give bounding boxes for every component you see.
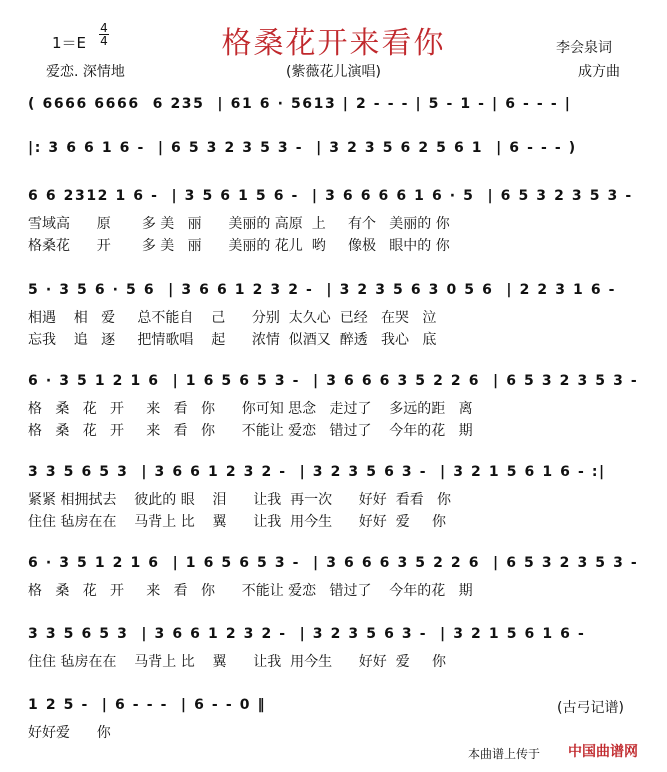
lyric-verse-1: 格 桑 花 开 来 看 你 不能让 爱恋 错过了 今年的花 期 bbox=[28, 583, 473, 599]
lyric-verse-1: 格 桑 花 开 来 看 你 你可知 思念 走过了 多远的距 离 bbox=[28, 401, 473, 417]
lyric-verse-1: 紧紧 相拥拭去 彼此的 眼 泪 让我 再一次 好好 看看 你 bbox=[28, 492, 452, 508]
notation-line: |: 3 6 6 1 6 - | 6 5 3 2 3 5 3 - | 3 2 3 5 6 2 5 6 1 | 6 - - - ) bbox=[28, 140, 577, 156]
notation-line: 1 2 5 - | 6 - - - | 6 - - 0 ‖ bbox=[28, 697, 267, 713]
lyric-verse-2: 住住 毡房在在 马背上 比 翼 让我 用今生 好好 爱 你 bbox=[28, 514, 446, 530]
lyric-verse-1: 好好爱 你 bbox=[28, 725, 111, 741]
notation-line: 3 3 5 6 5 3 | 3 6 6 1 2 3 2 - | 3 2 3 5 6 3 - | 3 2 1 5 6 1 6 - :| bbox=[28, 464, 606, 480]
lyric-verse-1: 相遇 相 爱 总不能自 己 分别 太久心 已经 在哭 泣 bbox=[28, 310, 437, 326]
lyric-verse-2: 格 桑 花 开 来 看 你 不能让 爱恋 错过了 今年的花 期 bbox=[28, 423, 473, 439]
notation-line: ( 6666 6666 6 235 | 61 6 · 5613 | 2 - - - | 5 - 1 - | 6 - - - | bbox=[28, 96, 572, 112]
lyric-verse-1: 雪域高 原 多 美 丽 美丽的 高原 上 有个 美丽的 你 bbox=[28, 216, 450, 232]
time-signature-top: 4 bbox=[100, 21, 108, 35]
time-signature-bottom: 4 bbox=[100, 34, 108, 48]
notation-line: 6 · 3 5 1 2 1 6 | 1 6 5 6 5 3 - | 3 6 6 6 3 5 2 2 6 | 6 5 3 2 3 5 3 - bbox=[28, 555, 639, 571]
notation-line: 5 · 3 5 6 · 5 6 | 3 6 6 1 2 3 2 - | 3 2 3 5 6 3 0 5 6 | 2 2 3 1 6 - bbox=[28, 282, 617, 298]
site-logo[interactable]: 中国曲谱网 bbox=[568, 744, 638, 760]
arranger-credit: (古弓记谱) bbox=[557, 700, 624, 716]
singer-credit: (紫薇花儿演唱) bbox=[286, 64, 381, 80]
lyric-verse-2: 格桑花 开 多 美 丽 美丽的 花儿 哟 像极 眼中的 你 bbox=[28, 238, 450, 254]
composer-credit: 成方曲 bbox=[578, 64, 620, 80]
key-signature: 1＝E bbox=[52, 34, 87, 52]
song-title: 格桑花开来看你 bbox=[221, 26, 446, 61]
notation-line: 6 · 3 5 1 2 1 6 | 1 6 5 6 5 3 - | 3 6 6 6 3 5 2 2 6 | 6 5 3 2 3 5 3 - bbox=[28, 373, 639, 389]
upload-note: 本曲谱上传于 bbox=[468, 747, 541, 761]
notation-line: 6 6 2312 1 6 - | 3 5 6 1 5 6 - | 3 6 6 6 6 1 6 · 5 | 6 5 3 2 3 5 3 - bbox=[28, 188, 633, 204]
lyric-verse-1: 住住 毡房在在 马背上 比 翼 让我 用今生 好好 爱 你 bbox=[28, 654, 446, 670]
lyric-verse-2: 忘我 追 逐 把情歌唱 起 浓情 似酒又 醉透 我心 底 bbox=[28, 332, 437, 348]
time-signature bbox=[99, 22, 109, 47]
expression-mark: 爱恋. 深情地 bbox=[46, 64, 125, 80]
notation-line: 3 3 5 6 5 3 | 3 6 6 1 2 3 2 - | 3 2 3 5 6 3 - | 3 2 1 5 6 1 6 - bbox=[28, 626, 586, 642]
lyricist-credit: 李会泉词 bbox=[556, 40, 612, 56]
